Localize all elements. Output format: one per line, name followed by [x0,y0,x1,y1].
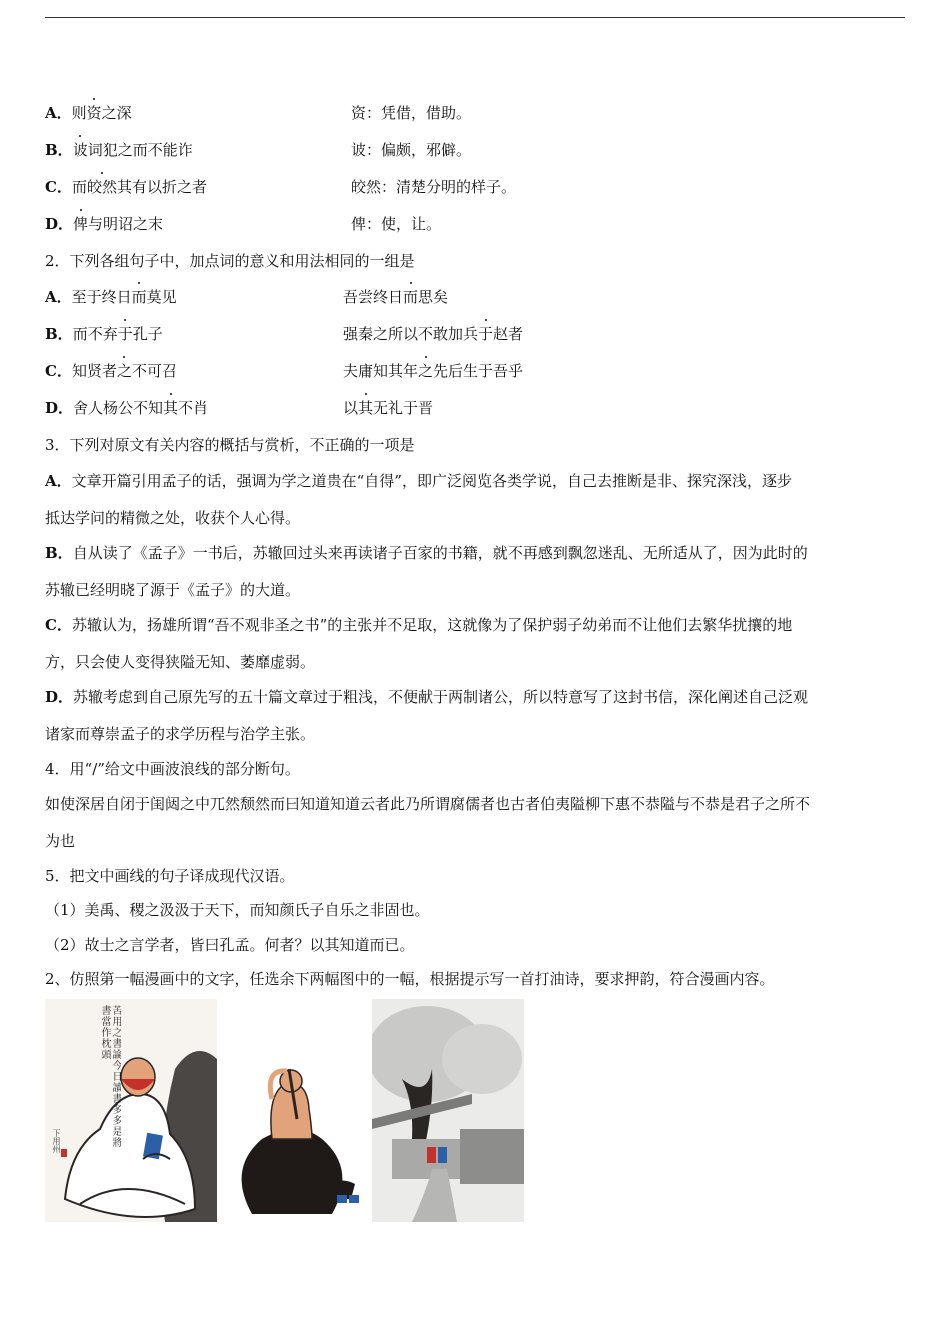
q6-stem: 2、仿照第一幅漫画中的文字，任选余下两幅图中的一幅，根据提示写一首打油诗，要求押韵，符合漫画内容。 [45,970,775,988]
q3-option-a-line1: A．文章开篇引用孟子的话，强调为学之道贵在“自得”，即广泛阅览各类学说，自己去推断是非、探究深浅，逐步 [45,472,792,490]
q1-gloss-a: 资：凭借，借助。 [351,104,472,122]
red-seal-icon [61,1149,67,1157]
header-rule [45,17,905,18]
q2-stem: 2．下列各组句子中，加点词的意义和用法相同的一组是 [45,252,415,270]
q2-option-d-right: 以其无礼于晋 [343,399,434,417]
q3-option-c-line1: C．苏辙认为，扬雄所谓“吾不观非圣之书”的主张并不足取，这就像为了保护弱子幼弟而不让他们去繁华扰攘的地 [45,616,793,634]
q3-option-d-line2: 诸家而尊崇孟子的求学历程与治学主张。 [45,725,316,743]
q1-option-b: B．诐词犯之而不能诈 [45,141,193,159]
q3-option-b-line1: B．自从读了《孟子》一书后，苏辙回过头来再读诸子百家的书籍，就不再感到飘忽迷乱、无所适从了，因为此时的 [45,544,808,562]
q2-option-c-right: 夫庸知其年之先后生于吾乎 [343,362,524,380]
q3-option-b-line2: 苏辙已经明晓了源于《孟子》的大道。 [45,581,301,599]
q5-stem: 5．把文中画线的句子译成现代汉语。 [45,867,295,885]
q4-text-line1: 如使深居自闭于闺闼之中兀然颓然而曰知道知道云者此乃所谓腐儒者也古者伯夷隘柳下惠不恭隘与不恭是君子之所不 [45,795,811,813]
back-scratcher-illustration [217,999,372,1222]
q4-text-line2: 为也 [45,832,76,850]
artist-signature: 下用州 [52,1129,61,1153]
q1-option-a: A．则资之深 [45,104,132,122]
q5-sentence-1: （1）美禹、稷之汲汲于天下，而知颜氏子自乐之非固也。 [45,901,430,919]
scholar-calligraphy: 苦用之書論今日讀書多多是將書當作枕頭 [99,1005,121,1148]
q2-option-a-left: A．至于终日而莫见 [45,288,177,306]
q1-option-c: C．而皎然其有以折之者 [45,178,207,196]
q3-option-c-line2: 方，只会使人变得狭隘无知、萎靡虚弱。 [45,653,316,671]
q1-gloss-c: 皎然：清楚分明的样子。 [351,178,517,196]
cartoon-panel-3 [372,999,524,1222]
cartoon-panel-1 [45,999,217,1222]
q2-option-c-left: C．知贤者之不可召 [45,362,177,380]
q2-option-a-right: 吾尝终日而思矣 [343,288,449,306]
q3-option-a-line2: 抵达学问的精微之处，收获个人心得。 [45,509,301,527]
q1-option-d: D．俾与明诏之末 [45,215,164,233]
q3-stem: 3．下列对原文有关内容的概括与赏析，不正确的一项是 [45,436,415,454]
q2-option-b-left: B．而不弃于孔子 [45,325,163,343]
cartoon-panel-2 [217,999,372,1222]
q3-option-d-line1: D．苏辙考虑到自己原先写的五十篇文章过于粗浅，不便献于两制诸公，所以特意写了这封书信，深化阐述自己泛观 [45,688,809,706]
q2-option-b-right: 强秦之所以不敢加兵于赵者 [343,325,524,343]
q4-stem: 4．用“/”给文中画波浪线的部分断句。 [45,760,300,778]
q2-option-d-left: D．舍人杨公不知其不肖 [45,399,209,417]
q1-gloss-d: 俾：使，让。 [351,215,442,233]
q1-gloss-b: 诐：偏颇，邪僻。 [351,141,472,159]
tree-wall-illustration [372,999,524,1222]
q5-sentence-2: （2）故士之言学者，皆曰孔孟。何者？以其知道而已。 [45,936,415,954]
